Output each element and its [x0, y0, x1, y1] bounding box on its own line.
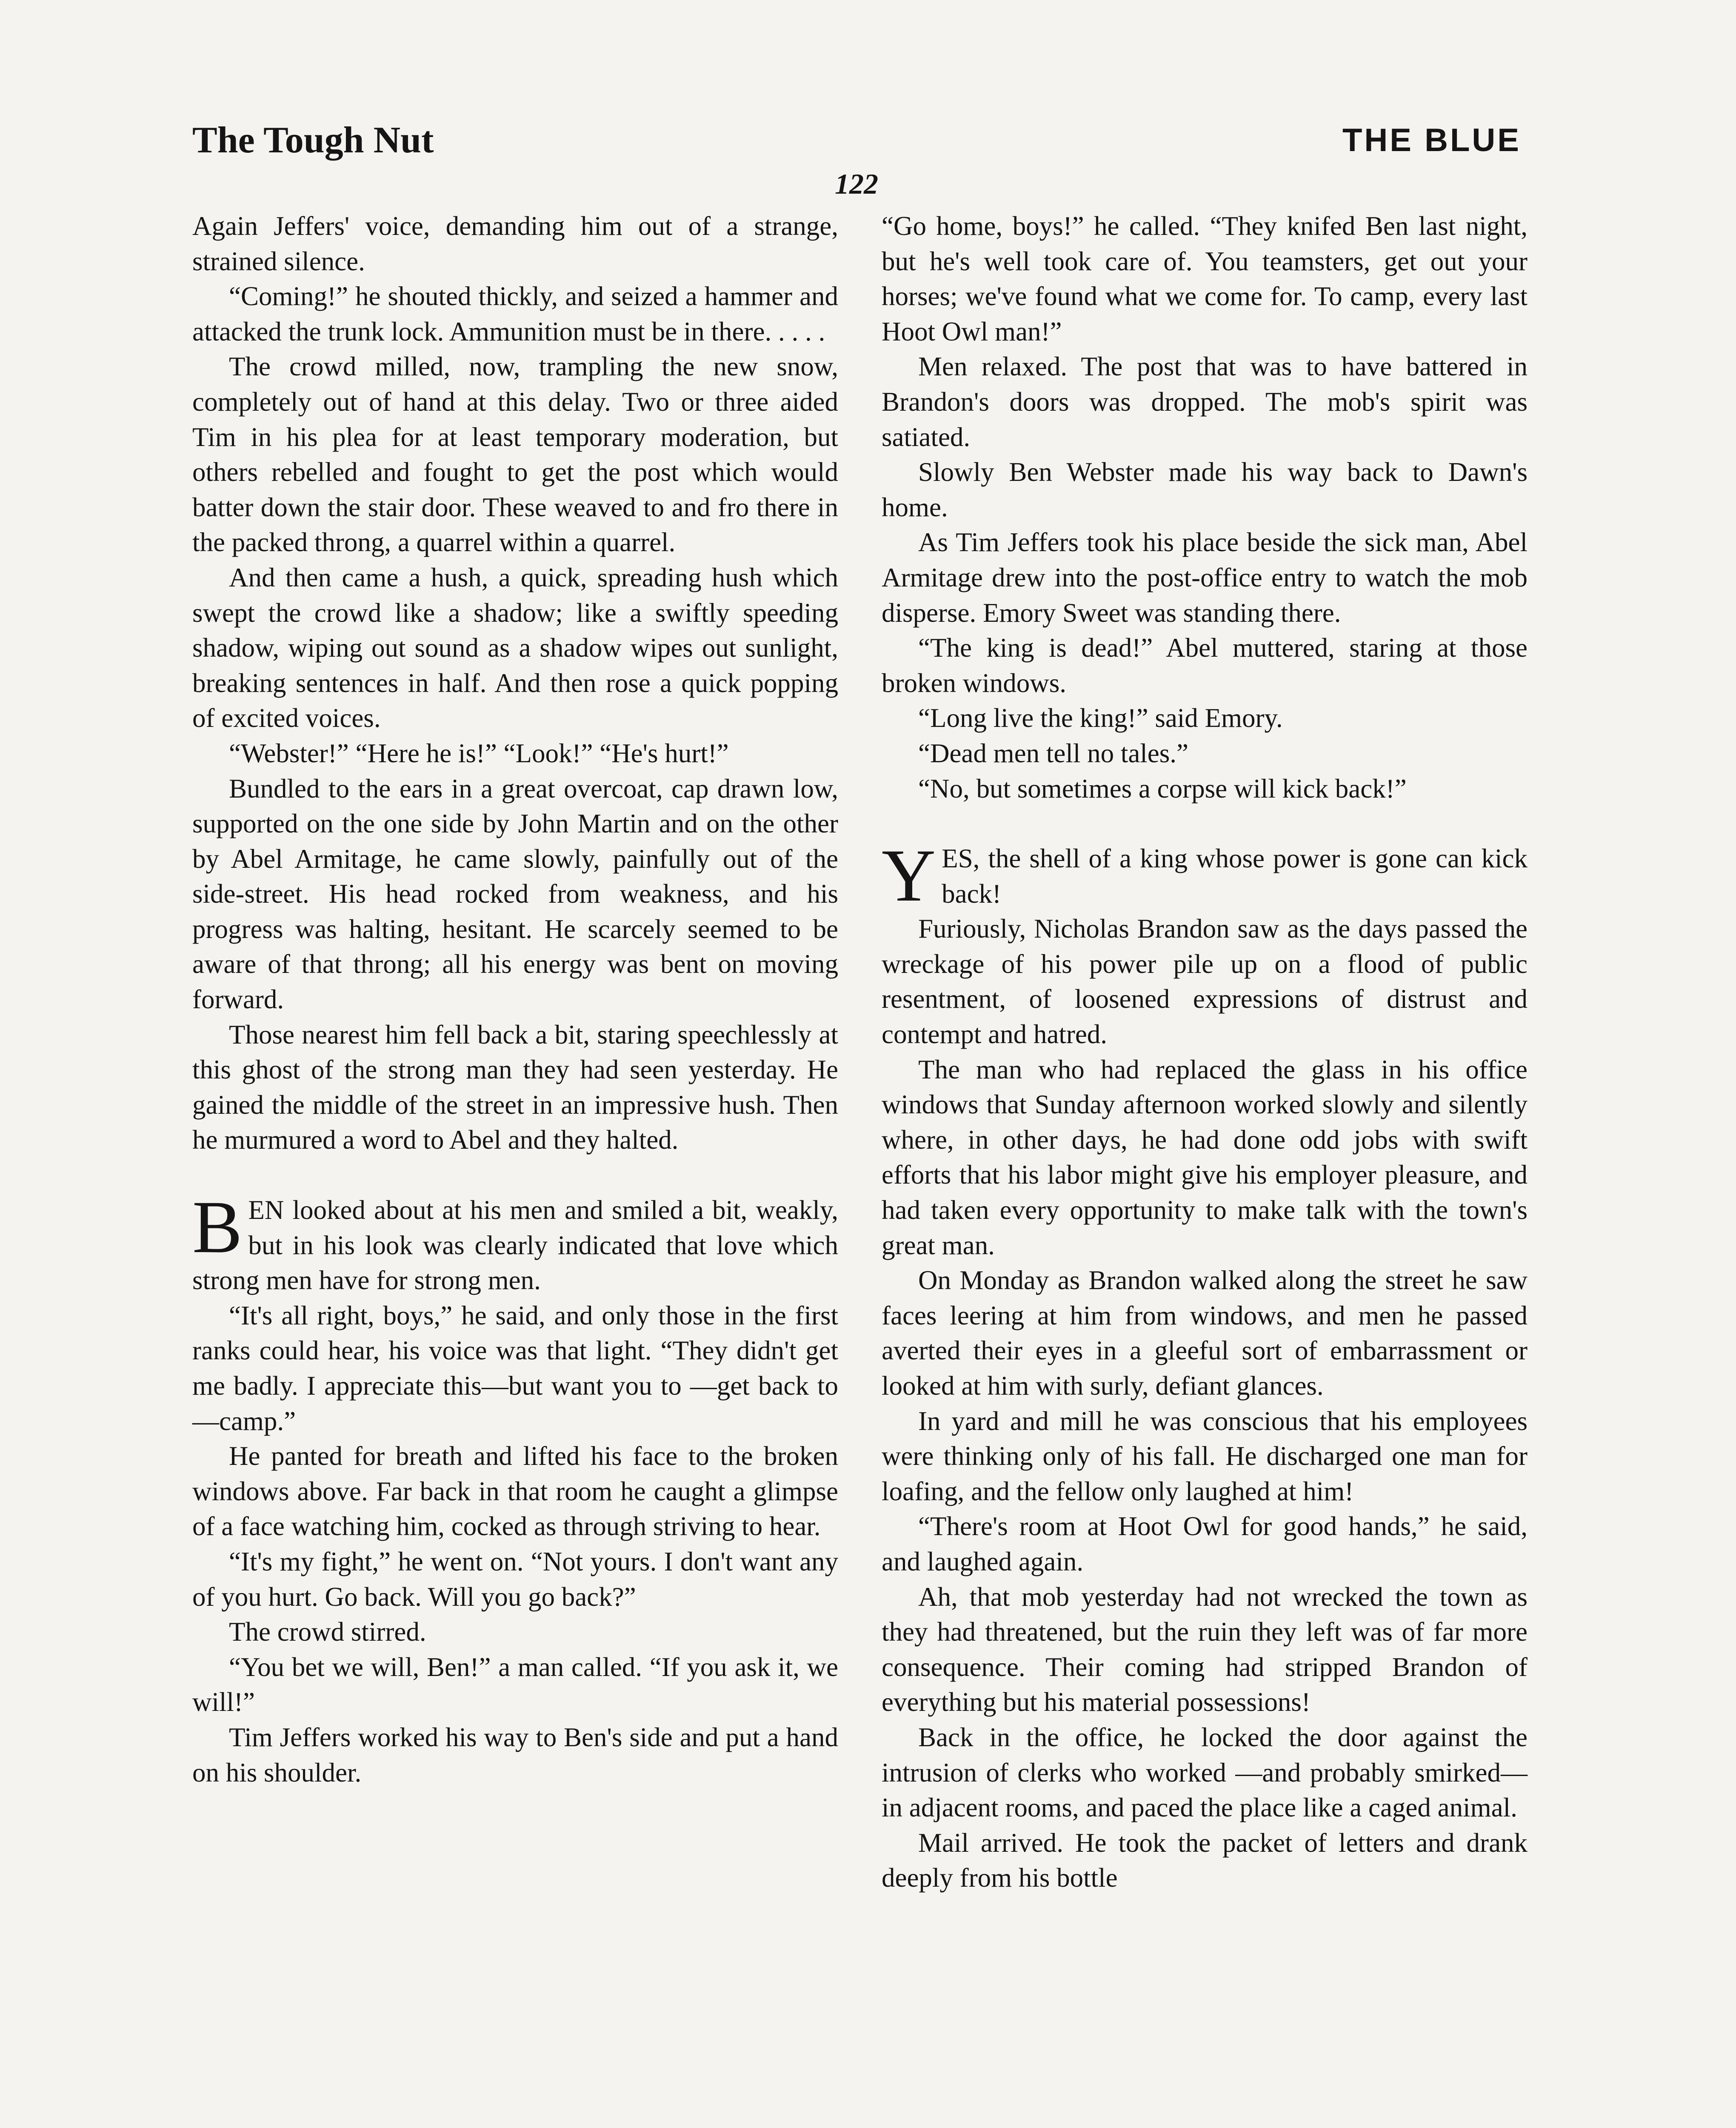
paragraph: And then came a hush, a quick, spreading hush which swept the crowd like a shadow; like a swiftly speeding shadow, wiping out sound as a shadow wipes out sunlight, breaking sentences in half. And then rose a quick popping of excited voices.: [192, 562, 838, 733]
paragraph: “There's room at Hoot Owl for good hands,” he said, and laughed again.: [882, 1511, 1528, 1576]
paragraph: “The king is dead!” Abel muttered, staring at those broken windows.: [882, 633, 1528, 698]
paragraph: “You bet we will, Ben!” a man called. “If you ask it, we will!”: [192, 1652, 838, 1717]
paragraph: The man who had replaced the glass in his office windows that Sunday afternoon worked slowly and silently where, in other days, he had done odd jobs with swift efforts that his labor might give his employer pleasure, and had taken every opportunity to make talk with the town's great man.: [882, 1054, 1528, 1260]
paragraph: Furiously, Nicholas Brandon saw as the days passed the wreckage of his power pile up on a flood of public resentment, of loosened expressions of distrust and contempt and hatred.: [882, 914, 1528, 1050]
paragraph: “Webster!” “Here he is!” “Look!” “He's hurt!”: [229, 738, 729, 768]
paragraph: He panted for breath and lifted his face to the broken windows above. Far back in that room he caught a glimpse of a face watching him, cocked as through striving to hear.: [192, 1441, 838, 1542]
paragraph: Mail arrived. He took the packet of letters and drank deeply from his bottle: [882, 1828, 1528, 1893]
paragraph: The crowd stirred.: [229, 1617, 426, 1647]
paragraph: “Dead men tell no tales.”: [918, 738, 1188, 768]
paragraph: Those nearest him fell back a bit, staring speechlessly at this ghost of the strong man they had seen yesterday. He gained the middle of the street in an impressive hush. Then he murmured a word to Abel and they halted.: [192, 1019, 838, 1155]
paragraph: As Tim Jeffers took his place beside the sick man, Abel Armitage drew into the post-office entry to watch the mob disperse. Emory Sweet was standing there.: [882, 527, 1528, 628]
drop-cap: B: [192, 1186, 243, 1269]
left-column: [192, 209, 838, 1790]
paragraph: “Go home, boys!” he called. “They knifed Ben last night, but he's well took care of. You teamsters, get out your horses; we've found what we come for. To camp, every last Hoot Owl man!”: [882, 211, 1528, 346]
magazine-name: THE BLUE: [1342, 122, 1521, 158]
paragraph: Back in the office, he locked the door against the intrusion of clerks who worked —and probably smirked—in adjacent rooms, and paced the place like a caged animal.: [882, 1722, 1528, 1823]
paragraph: “Coming!” he shouted thickly, and seized a hammer and attacked the trunk lock. Ammunition must be in there. . . . .: [192, 281, 838, 346]
drop-cap: Y: [882, 834, 936, 918]
paragraph: Slowly Ben Webster made his way back to Dawn's home.: [882, 457, 1528, 522]
page-number: 122: [835, 168, 878, 200]
section-opening-paragraph: [882, 834, 1528, 918]
paragraph: Ah, that mob yesterday had not wrecked the town as they had threatened, but the ruin they left was of far more consequence. Their coming had stripped Brandon of everything but his material possessions!: [882, 1582, 1528, 1717]
paragraph: Men relaxed. The post that was to have battered in Brandon's doors was dropped. The mob's spirit was satiated.: [882, 352, 1528, 452]
section-break: [882, 806, 1528, 841]
paragraph: Tim Jeffers worked his way to Ben's side and put a hand on his shoulder.: [192, 1722, 838, 1788]
right-column: [882, 209, 1528, 1896]
section-opening-text: ES, the shell of a king whose power is gone can kick back!: [942, 844, 1528, 909]
story-title: The Tough Nut: [192, 120, 434, 161]
paragraph: Bundled to the ears in a great overcoat, cap drawn low, supported on the one side by John Martin and on the other by Abel Armitage, he came slowly, painfully out of the side-street. His head rocked from weakness, and his progress was halting, hesitant. He scarcely seemed to be aware of that throng; all his energy was bent on moving forward.: [192, 773, 838, 1015]
paragraph: Again Jeffers' voice, demanding him out of a strange, strained silence.: [192, 211, 838, 276]
paragraph: “It's my fight,” he went on. “Not yours. I don't want any of you hurt. Go back. Will you go back?”: [192, 1546, 838, 1612]
paragraph: “No, but sometimes a corpse will kick back!”: [918, 773, 1407, 804]
paragraph: On Monday as Brandon walked along the street he saw faces leering at him from windows, and men he passed averted their eyes in a gleeful sort of embarrassment or looked at him with surly, defiant glances.: [882, 1265, 1528, 1401]
section-opening-text: EN looked about at his men and smiled a bit, weakly, but in his look was clearly indicated that love which strong men have for strong men.: [192, 1195, 838, 1296]
paragraph: “It's all right, boys,” he said, and only those in the first ranks could hear, his voice was that light. “They didn't get me badly. I appreciate this—but want you to —get back to—camp.”: [192, 1300, 838, 1436]
section-break: [192, 1158, 838, 1193]
section-opening-paragraph: [192, 1186, 838, 1298]
paragraph: “Long live the king!” said Emory.: [918, 703, 1283, 733]
paragraph: The crowd milled, now, trampling the new snow, completely out of hand at this delay. Two or three aided Tim in his plea for at least temporary moderation, but others rebelled and fought to get the post which would batter down the stair door. These weaved to and fro there in the packed throng, a quarrel within a quarrel.: [192, 352, 838, 558]
paragraph: In yard and mill he was conscious that his employees were thinking only of his fall. He discharged one man for loafing, and the fellow only laughed at him!: [882, 1406, 1528, 1506]
